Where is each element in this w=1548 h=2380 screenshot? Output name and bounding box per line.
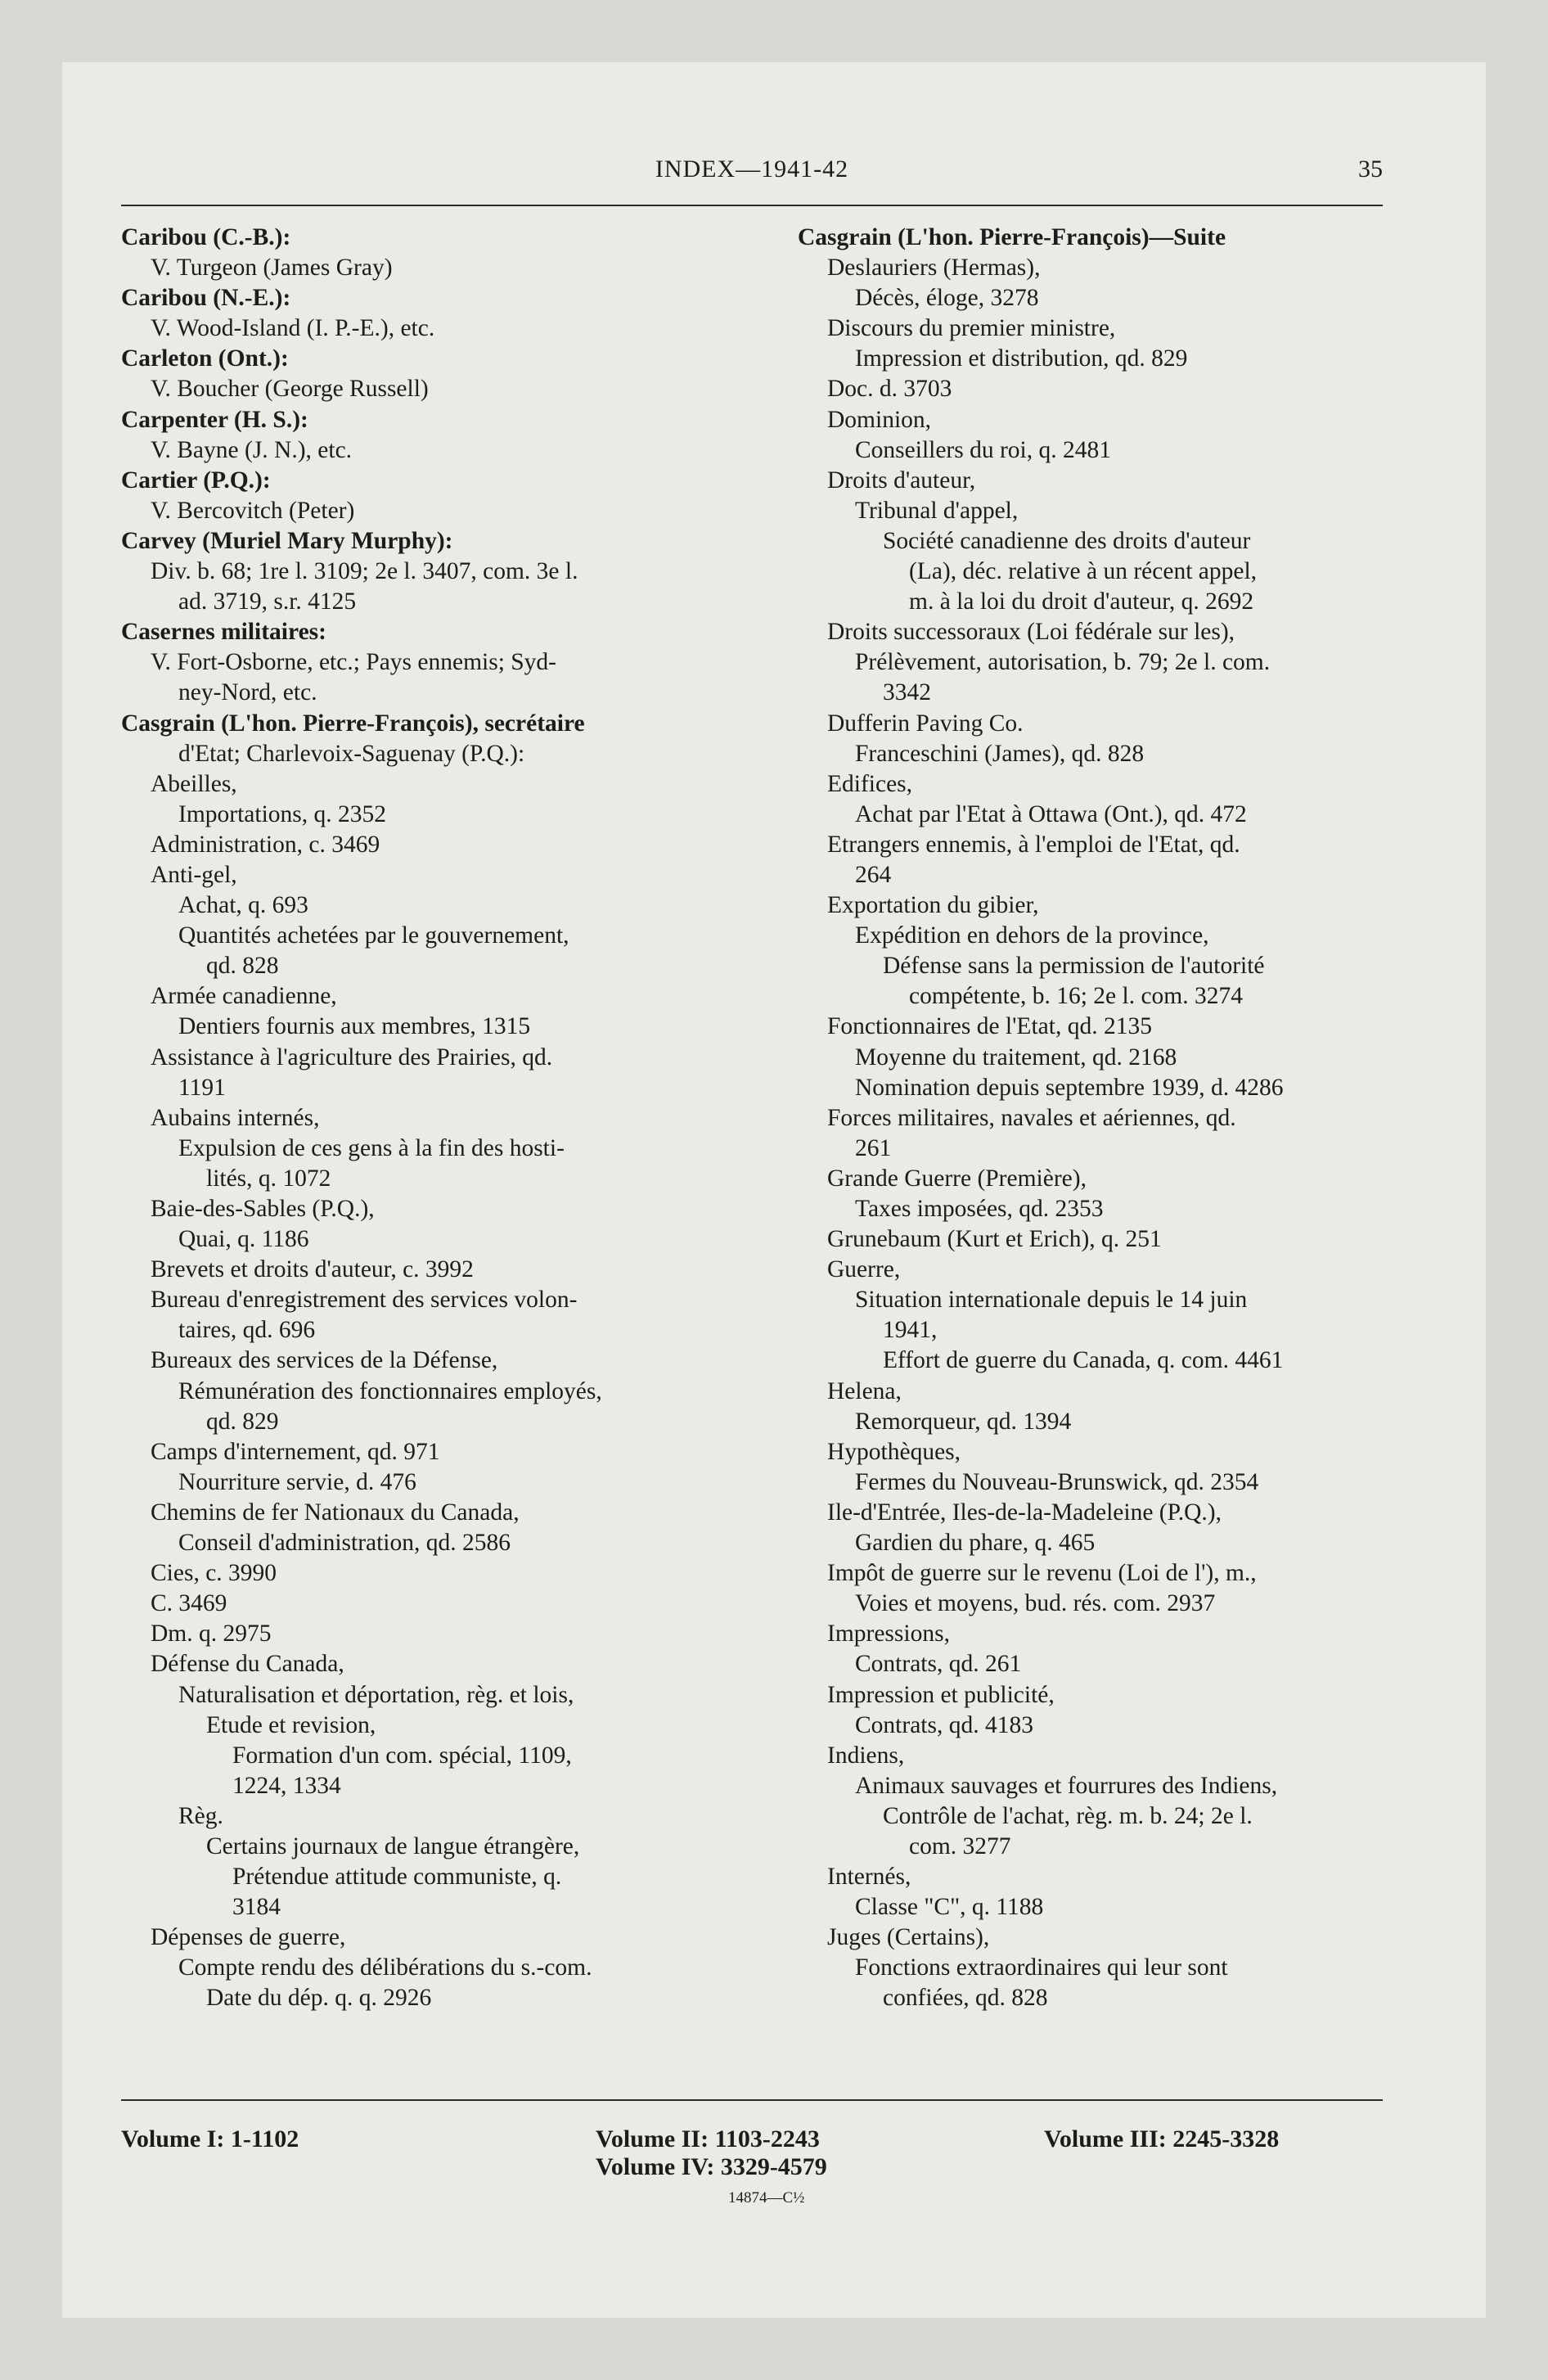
- index-entry: Internés,: [827, 1864, 911, 1891]
- index-entry: Deslauriers (Hermas),: [827, 255, 1041, 282]
- index-entry: Contrôle de l'achat, règ. m. b. 24; 2e l.: [883, 1802, 1253, 1829]
- index-heading: Casgrain (L'hon. Pierre-François)—Suite: [798, 224, 1226, 250]
- index-heading: Cartier (P.Q.):: [121, 467, 271, 494]
- index-entry: Gardien du phare, q. 465: [855, 1530, 1096, 1557]
- index-entry: Franceschini (James), qd. 828: [855, 740, 1145, 767]
- index-entry: (La), déc. relative à un récent appel,: [909, 558, 1258, 585]
- index-heading: Casernes militaires:: [121, 619, 326, 646]
- index-entry: Formation d'un com. spécial, 1109,: [232, 1742, 572, 1769]
- index-entry: Hypothèques,: [827, 1438, 961, 1465]
- index-entry: Administration, c. 3469: [151, 831, 380, 858]
- index-entry: d'Etat; Charlevoix-Saguenay (P.Q.):: [178, 740, 525, 767]
- index-entry: Dm. q. 2975: [151, 1620, 272, 1648]
- index-entry: Juges (Certains),: [827, 1924, 990, 1951]
- index-entry: lités, q. 1072: [206, 1165, 331, 1192]
- index-entry: Quantités achetées par le gouvernement,: [178, 922, 569, 949]
- index-entry: Grunebaum (Kurt et Erich), q. 251: [827, 1226, 1162, 1253]
- index-column-left: [121, 223, 735, 2014]
- page-number: 35: [1358, 156, 1383, 183]
- index-entry: Taxes imposées, qd. 2353: [855, 1196, 1104, 1222]
- index-entry: Animaux sauvages et fourrures des Indiens,: [855, 1772, 1278, 1799]
- page-header: [121, 146, 1383, 195]
- index-entry: Cies, c. 3990: [151, 1560, 277, 1587]
- index-heading: Carpenter (H. S.):: [121, 406, 308, 433]
- index-entry: Assistance à l'agriculture des Prairies, qd.: [151, 1044, 553, 1071]
- index-entry: Importations, q. 2352: [178, 800, 387, 827]
- index-entry: 1941,: [883, 1317, 938, 1344]
- index-entry: Baie-des-Sables (P.Q.),: [151, 1196, 375, 1222]
- index-entry: Achat par l'Etat à Ottawa (Ont.), qd. 472: [855, 800, 1247, 827]
- index-entry: com. 3277: [909, 1832, 1011, 1859]
- index-entry: Société canadienne des droits d'auteur: [883, 527, 1251, 554]
- index-entry: Guerre,: [827, 1256, 901, 1283]
- index-entry: Tribunal d'appel,: [855, 497, 1019, 524]
- index-entry: Décès, éloge, 3278: [855, 285, 1039, 312]
- index-entry: Fermes du Nouveau-Brunswick, qd. 2354: [855, 1468, 1259, 1495]
- index-entry: compétente, b. 16; 2e l. com. 3274: [909, 983, 1243, 1010]
- index-entry: Bureaux des services de la Défense,: [151, 1347, 498, 1374]
- index-entry: Fonctions extraordinaires qui leur sont: [855, 1954, 1228, 1981]
- index-entry: Aubains internés,: [151, 1104, 320, 1131]
- index-entry: qd. 829: [206, 1408, 279, 1435]
- index-entry: V. Bercovitch (Peter): [151, 497, 355, 524]
- index-entry: Voies et moyens, bud. rés. com. 2937: [855, 1590, 1216, 1617]
- index-entry: Etude et revision,: [206, 1711, 376, 1738]
- index-entry: Armée canadienne,: [151, 983, 337, 1010]
- index-entry: Défense du Canada,: [151, 1651, 344, 1678]
- index-column-right: [798, 223, 1381, 2014]
- index-entry: V. Turgeon (James Gray): [151, 255, 393, 282]
- index-entry: Doc. d. 3703: [827, 376, 952, 403]
- index-entry: Conseil d'administration, qd. 2586: [178, 1530, 511, 1557]
- index-entry: Remorqueur, qd. 1394: [855, 1408, 1072, 1435]
- header-rule: [121, 205, 1383, 206]
- index-entry: Grande Guerre (Première),: [827, 1165, 1087, 1192]
- index-entry: Dentiers fournis aux membres, 1315: [178, 1013, 531, 1040]
- index-entry: Achat, q. 693: [178, 892, 308, 919]
- index-entry: Discours du premier ministre,: [827, 315, 1116, 342]
- index-entry: Exportation du gibier,: [827, 892, 1039, 919]
- index-entry: confiées, qd. 828: [883, 1985, 1048, 2012]
- index-entry: Dominion,: [827, 406, 932, 433]
- index-entry: taires, qd. 696: [178, 1317, 316, 1344]
- index-heading: Caribou (N.-E.):: [121, 285, 291, 312]
- index-heading: Casgrain (L'hon. Pierre-François), secrétaire: [121, 710, 585, 737]
- index-entry: Dépenses de guerre,: [151, 1924, 346, 1951]
- index-entry: Expédition en dehors de la province,: [855, 922, 1209, 949]
- index-entry: Impressions,: [827, 1620, 950, 1648]
- index-entry: Prétendue attitude communiste, q.: [232, 1864, 562, 1891]
- index-entry: Effort de guerre du Canada, q. com. 4461: [883, 1347, 1284, 1374]
- index-entry: Date du dép. q. q. 2926: [206, 1985, 432, 2012]
- index-entry: V. Bayne (J. N.), etc.: [151, 436, 353, 463]
- index-entry: Conseillers du roi, q. 2481: [855, 436, 1112, 463]
- index-entry: 1191: [178, 1074, 226, 1101]
- index-entry: Impression et distribution, qd. 829: [855, 345, 1188, 372]
- index-entry: Impôt de guerre sur le revenu (Loi de l'), m.,: [827, 1560, 1257, 1587]
- index-entry: ney-Nord, etc.: [178, 679, 317, 706]
- volume-3-range: Volume III: 2245-3328: [1044, 2125, 1280, 2152]
- index-entry: Ile-d'Entrée, Iles-de-la-Madeleine (P.Q.),: [827, 1499, 1222, 1526]
- footer-rule: [121, 2099, 1383, 2101]
- index-entry: Règ.: [178, 1802, 223, 1829]
- index-entry: Fonctionnaires de l'Etat, qd. 2135: [827, 1013, 1152, 1040]
- index-entry: Naturalisation et déportation, règ. et lois,: [178, 1681, 574, 1708]
- index-entry: Prélèvement, autorisation, b. 79; 2e l. com.: [855, 649, 1271, 676]
- index-entry: C. 3469: [151, 1590, 227, 1617]
- index-entry: 1224, 1334: [232, 1772, 341, 1799]
- index-entry: 3342: [883, 679, 931, 706]
- index-entry: Nourriture servie, d. 476: [178, 1468, 416, 1495]
- index-entry: qd. 828: [206, 953, 279, 980]
- index-entry: Expulsion de ces gens à la fin des hosti-: [178, 1134, 565, 1161]
- index-entry: Edifices,: [827, 770, 913, 797]
- index-entry: ad. 3719, s.r. 4125: [178, 588, 357, 615]
- index-entry: Helena,: [827, 1377, 902, 1404]
- index-entry: 261: [855, 1134, 892, 1161]
- index-entry: Droits successoraux (Loi fédérale sur les),: [827, 619, 1235, 646]
- index-entry: Dufferin Paving Co.: [827, 710, 1024, 737]
- volume-1-range: Volume I: 1-1102: [121, 2125, 299, 2152]
- index-entry: Contrats, qd. 261: [855, 1651, 1022, 1678]
- running-title: INDEX—1941-42: [655, 156, 849, 183]
- index-entry: V. Fort-Osborne, etc.; Pays ennemis; Syd-: [151, 649, 556, 676]
- volume-4-range: Volume IV: 3329-4579: [596, 2153, 827, 2180]
- index-entry: Moyenne du traitement, qd. 2168: [855, 1044, 1177, 1071]
- index-heading: Carvey (Muriel Mary Murphy):: [121, 527, 453, 554]
- index-entry: m. à la loi du droit d'auteur, q. 2692: [909, 588, 1254, 615]
- index-entry: Anti-gel,: [151, 861, 237, 888]
- index-entry: Div. b. 68; 1re l. 3109; 2e l. 3407, com. 3e l.: [151, 558, 578, 585]
- index-heading: Caribou (C.-B.):: [121, 224, 291, 250]
- index-entry: Contrats, qd. 4183: [855, 1711, 1033, 1738]
- index-entry: 264: [855, 861, 892, 888]
- index-entry: Indiens,: [827, 1742, 905, 1769]
- index-entry: Etrangers ennemis, à l'emploi de l'Etat, qd.: [827, 831, 1240, 858]
- index-entry: V. Wood-Island (I. P.-E.), etc.: [151, 315, 435, 342]
- index-heading: Carleton (Ont.):: [121, 345, 289, 372]
- volume-2-range: Volume II: 1103-2243: [596, 2125, 820, 2152]
- index-entry: Abeilles,: [151, 770, 237, 797]
- index-entry: Classe "C", q. 1188: [855, 1894, 1044, 1921]
- index-entry: V. Boucher (George Russell): [151, 376, 429, 403]
- index-entry: 3184: [232, 1894, 281, 1921]
- index-entry: Chemins de fer Nationaux du Canada,: [151, 1499, 520, 1526]
- index-entry: Défense sans la permission de l'autorité: [883, 953, 1265, 980]
- index-entry: Nomination depuis septembre 1939, d. 4286: [855, 1074, 1284, 1101]
- index-entry: Impression et publicité,: [827, 1681, 1055, 1708]
- index-entry: Compte rendu des délibérations du s.-com.: [178, 1954, 592, 1981]
- index-entry: Forces militaires, navales et aériennes, qd.: [827, 1104, 1236, 1131]
- index-entry: Droits d'auteur,: [827, 467, 976, 494]
- index-entry: Camps d'internement, qd. 971: [151, 1438, 440, 1465]
- index-entry: Certains journaux de langue étrangère,: [206, 1832, 580, 1859]
- index-entry: Quai, q. 1186: [178, 1226, 309, 1253]
- print-code: 14874—C½: [728, 2189, 805, 2206]
- index-entry: Rémunération des fonctionnaires employés,: [178, 1377, 602, 1404]
- index-entry: Situation internationale depuis le 14 juin: [855, 1287, 1248, 1314]
- index-entry: Bureau d'enregistrement des services volon-: [151, 1287, 578, 1314]
- index-entry: Brevets et droits d'auteur, c. 3992: [151, 1256, 474, 1283]
